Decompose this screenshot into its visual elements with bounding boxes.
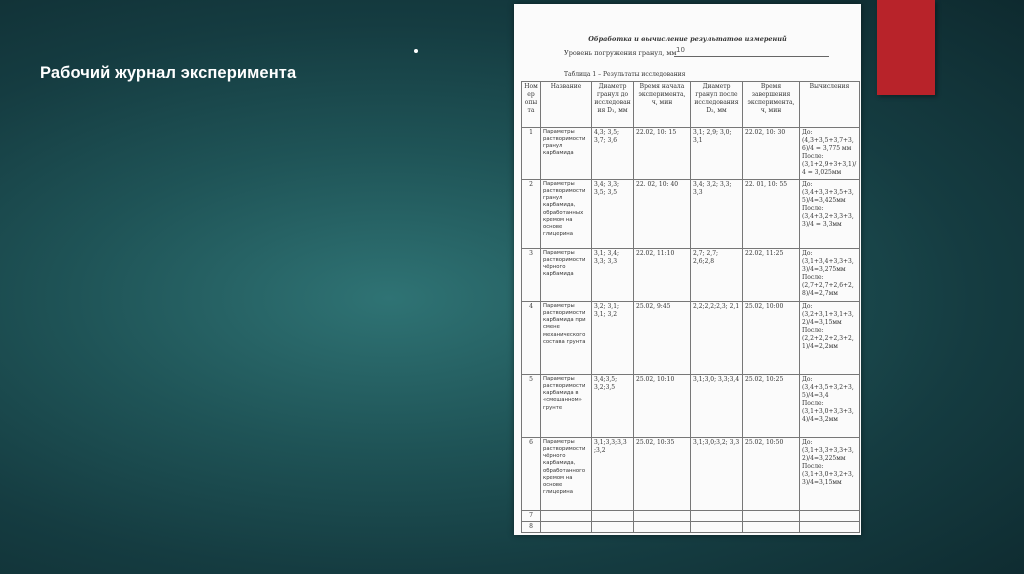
- column-header: Название: [541, 82, 592, 128]
- end-time: [743, 511, 800, 522]
- diameter-before: 3,2; 3,1; 3,1; 3,2: [592, 302, 634, 375]
- end-time: 22. 01, 10: 55: [743, 180, 800, 249]
- start-time: 25.02, 10:10: [634, 375, 691, 438]
- experiment-name: Параметры растворимости гранул карбамида: [541, 128, 592, 180]
- table-row: [522, 128, 860, 180]
- diameter-before: 3,1; 3,4; 3,3; 3,3: [592, 249, 634, 302]
- row-number: 3: [522, 249, 541, 302]
- diameter-before: [592, 511, 634, 522]
- depth-value-field: 10: [674, 46, 829, 57]
- start-time: [634, 511, 691, 522]
- diameter-before: 3,1;3,3;3,3 ;3,2: [592, 438, 634, 511]
- table-row: [522, 438, 860, 511]
- column-header: Время завершения эксперимента, ч, мин: [743, 82, 800, 128]
- start-time: 25.02, 10:35: [634, 438, 691, 511]
- document-scan: [514, 4, 861, 535]
- diameter-after: 3,4; 3,2; 3,3; 3,3: [691, 180, 743, 249]
- diameter-after: [691, 522, 743, 533]
- table-row: [522, 511, 860, 522]
- start-time: 22.02, 11:10: [634, 249, 691, 302]
- document-heading: Обработка и вычисление результатов измерений: [588, 35, 787, 43]
- calculation: До: (3,2+3,1+3,1+3,2)/4=3,15мм После: (2,2+2,2+2,3+2,1)/4=2,2мм: [800, 302, 860, 375]
- experiment-name: Параметры растворимости карбамида в «смешанном» грунте: [541, 375, 592, 438]
- diameter-after: 2,2;2,2;2,3; 2,1: [691, 302, 743, 375]
- table-row: [522, 375, 860, 438]
- experiment-name: Параметры растворимости чёрного карбамида: [541, 249, 592, 302]
- row-number: 4: [522, 302, 541, 375]
- diameter-before: 3,4; 3,3; 3,5; 3,5: [592, 180, 634, 249]
- start-time: [634, 522, 691, 533]
- table-caption: Таблица 1 – Результаты исследования: [564, 71, 686, 78]
- row-number: 1: [522, 128, 541, 180]
- column-header: Номер опыта: [522, 82, 541, 128]
- experiment-name: [541, 511, 592, 522]
- experiment-name: Параметры растворимости гранул карбамида, обработанных кремом на основе глицерина: [541, 180, 592, 249]
- diameter-after: 3,1; 2,9; 3,0; 3,1: [691, 128, 743, 180]
- table-row: [522, 522, 860, 533]
- experiment-name: Параметры растворимости карбамида при смене механического состава грунта: [541, 302, 592, 375]
- row-number: 7: [522, 511, 541, 522]
- table-row: [522, 180, 860, 249]
- results-table: [521, 81, 860, 533]
- diameter-after: 3,1;3,0;3,2; 3,3: [691, 438, 743, 511]
- diameter-before: [592, 522, 634, 533]
- start-time: 22. 02, 10: 40: [634, 180, 691, 249]
- diameter-after: 3,1;3,0; 3,3;3,4: [691, 375, 743, 438]
- start-time: 25.02, 9:45: [634, 302, 691, 375]
- end-time: 25.02, 10:25: [743, 375, 800, 438]
- end-time: 25.02, 10:50: [743, 438, 800, 511]
- experiment-name: [541, 522, 592, 533]
- calculation: До: (3,1+3,4+3,3+3,3)/4=3,275мм После: (2,7+2,7+2,6+2,8)/4=2,7мм: [800, 249, 860, 302]
- row-number: 2: [522, 180, 541, 249]
- experiment-name: Параметры растворимости чёрного карбамида, обработанного кремом на основе глицерина: [541, 438, 592, 511]
- table-row: [522, 302, 860, 375]
- row-number: 8: [522, 522, 541, 533]
- end-time: 22.02, 10: 30: [743, 128, 800, 180]
- table-row: [522, 249, 860, 302]
- table-header-row: [522, 82, 860, 128]
- end-time: 25.02, 10:00: [743, 302, 800, 375]
- slide-title: Рабочий журнал эксперимента: [40, 64, 297, 82]
- row-number: 5: [522, 375, 541, 438]
- diameter-before: 4,3; 3,5; 3,7; 3,6: [592, 128, 634, 180]
- calculation: До: (3,4+3,5+3,2+3,5)/4=3,4 После: (3,1+3,0+3,3+3,4)/4=3,2мм: [800, 375, 860, 438]
- diameter-before: 3,4;3,5; 3,2;3,5: [592, 375, 634, 438]
- diameter-after: [691, 511, 743, 522]
- calculation: [800, 522, 860, 533]
- calculation: До: (3,4+3,3+3,5+3,5)/4=3,425мм После: (3,4+3,2+3,3+3,3)/4 = 3,3мм: [800, 180, 860, 249]
- slide-bullet-dot: [414, 49, 418, 53]
- column-header: Диаметр гранул после исследования D₂, мм: [691, 82, 743, 128]
- column-header: Время начала эксперимента, ч, мин: [634, 82, 691, 128]
- calculation: До: (4,3+3,5+3,7+3,6)/4 = 3,775 мм После: (3,1+2,9+3+3,1)/4 = 3,025мм: [800, 128, 860, 180]
- calculation: До: (3,1+3,3+3,3+3,2)/4=3,225мм После: (3,1+3,0+3,2+3,3)/4=3,15мм: [800, 438, 860, 511]
- red-accent-bar: [877, 0, 935, 95]
- column-header: Вычисления: [800, 82, 860, 128]
- end-time: 22.02, 11:25: [743, 249, 800, 302]
- depth-label: Уровень погружения гранул, мм: [564, 49, 677, 57]
- end-time: [743, 522, 800, 533]
- row-number: 6: [522, 438, 541, 511]
- calculation: [800, 511, 860, 522]
- column-header: Диаметр гранул до исследования D₁, мм: [592, 82, 634, 128]
- diameter-after: 2,7; 2,7; 2,6;2,8: [691, 249, 743, 302]
- start-time: 22.02, 10: 15: [634, 128, 691, 180]
